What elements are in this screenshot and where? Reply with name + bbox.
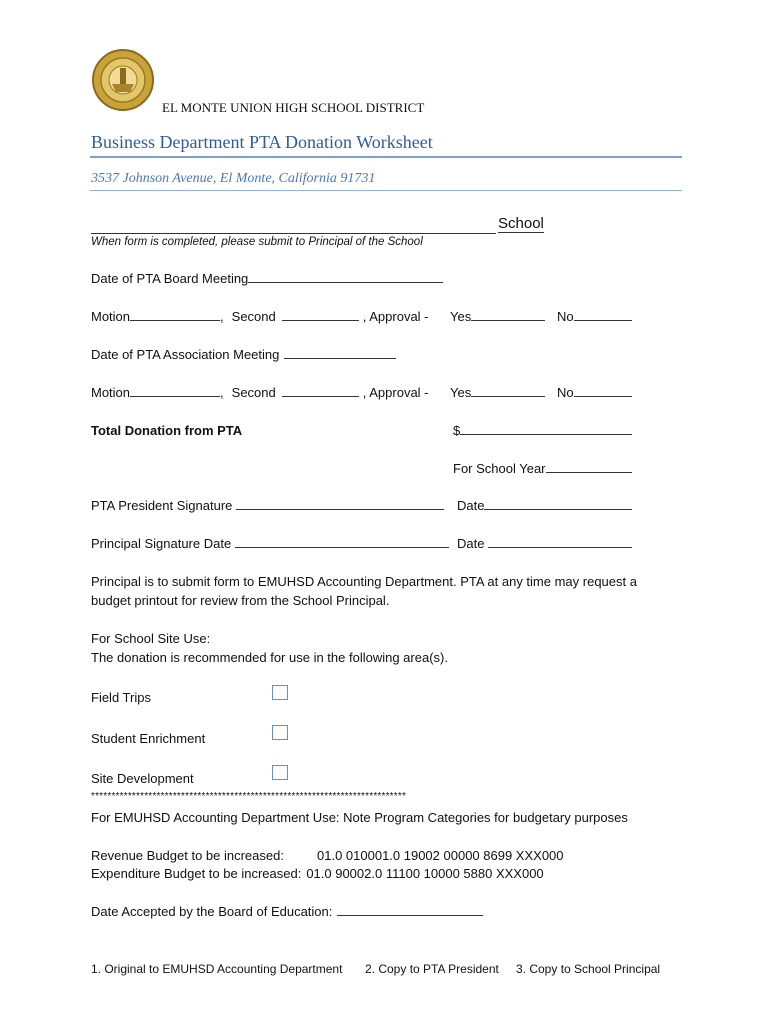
accounting-heading: For EMUHSD Accounting Department Use: Note Program Categories for budgetary purposes [91, 810, 628, 825]
school-year-label: For School Year [453, 461, 546, 476]
page-title: Business Department PTA Donation Worksheet [91, 132, 433, 152]
second-label: Second [231, 309, 276, 324]
school-year-field[interactable] [546, 461, 632, 473]
date-label: Date [457, 536, 485, 551]
approval-label: , Approval - [362, 309, 429, 324]
district-seal [90, 48, 156, 112]
association-meeting-label: Date of PTA Association Meeting [91, 347, 280, 362]
second-field-2[interactable] [282, 385, 359, 397]
school-year-row [453, 461, 632, 476]
principal-signature-label: Principal Signature Date [91, 536, 232, 551]
footer-copy-2: 2. Copy to PTA President [365, 962, 499, 976]
motion-row-2 [91, 385, 429, 400]
president-signature-row [91, 498, 444, 513]
title-rule [90, 156, 682, 158]
board-date-field[interactable] [337, 904, 483, 916]
site-development-checkbox[interactable] [272, 765, 288, 780]
instruction-text: When form is completed, please submit to Principal of the School [91, 236, 423, 248]
approval-yes-2 [450, 385, 545, 400]
board-date-label: Date Accepted by the Board of Education: [91, 904, 333, 919]
expenditure-row [91, 866, 544, 881]
total-donation-label: Total Donation from PTA [91, 423, 243, 438]
footer-copy-3: 3. Copy to School Principal [516, 962, 661, 976]
board-date-row [91, 904, 483, 919]
president-signature-label: PTA President Signature [91, 498, 233, 513]
second-field-1[interactable] [282, 309, 359, 321]
expenditure-label: Expenditure Budget to be increased: [91, 866, 302, 881]
yes-label: Yes [450, 309, 472, 324]
principal-note-line-2: budget printout for review from the School Principal. [91, 593, 390, 608]
approval-no-1 [557, 309, 632, 324]
site-use-heading: For School Site Use: [91, 631, 211, 646]
association-meeting-row [91, 347, 396, 362]
address: 3537 Johnson Avenue, El Monte, California 91731 [91, 171, 376, 186]
footer-copy-1: 1. Original to EMUHSD Accounting Department [91, 962, 343, 976]
principal-date-row [457, 536, 632, 551]
school-name-field[interactable] [91, 222, 496, 234]
president-date-field[interactable] [484, 498, 632, 510]
separator-line: ***************************************************************************** [91, 791, 407, 802]
second-label: Second [231, 385, 276, 400]
no-field-2[interactable] [574, 385, 632, 397]
total-donation-field[interactable] [460, 423, 632, 435]
no-label: No [557, 385, 574, 400]
principal-note-line-1: Principal is to submit form to EMUHSD Accounting Department. PTA at any time may request a [91, 574, 637, 589]
comma: , [220, 385, 224, 400]
board-meeting-date-field[interactable] [248, 271, 443, 283]
student-enrichment-checkbox[interactable] [272, 725, 288, 740]
school-label: School [498, 215, 544, 232]
yes-field-1[interactable] [471, 309, 545, 321]
principal-signature-row [91, 536, 449, 551]
principal-date-field[interactable] [488, 536, 632, 548]
president-date-row [457, 498, 632, 513]
expenditure-code: 01.0 90002.0 11100 10000 5880 XXX000 [306, 866, 544, 881]
field-trips-checkbox[interactable] [272, 685, 288, 700]
motion-label: Motion [91, 385, 131, 400]
revenue-label: Revenue Budget to be increased: [91, 848, 284, 863]
address-rule [90, 190, 682, 191]
board-meeting-label: Date of PTA Board Meeting [91, 271, 249, 286]
motion-label: Motion [91, 309, 131, 324]
approval-label: , Approval - [362, 385, 429, 400]
president-signature-field[interactable] [236, 498, 444, 510]
total-donation-row [453, 423, 632, 438]
motion-field-2[interactable] [130, 385, 220, 397]
no-label: No [557, 309, 574, 324]
motion-row-1 [91, 309, 429, 324]
no-field-1[interactable] [574, 309, 632, 321]
dollar-sign: $ [453, 423, 461, 438]
district-name: EL MONTE UNION HIGH SCHOOL DISTRICT [162, 100, 425, 115]
approval-yes-1 [450, 309, 545, 324]
yes-field-2[interactable] [471, 385, 545, 397]
approval-no-2 [557, 385, 632, 400]
option-field-trips-label: Field Trips [91, 690, 151, 705]
option-student-enrichment-label: Student Enrichment [91, 731, 206, 746]
motion-field-1[interactable] [130, 309, 220, 321]
board-meeting-row [91, 271, 443, 286]
comma: , [220, 309, 224, 324]
date-label: Date [457, 498, 485, 513]
revenue-code: 01.0 010001.0 19002 00000 8699 XXX000 [317, 848, 564, 863]
association-meeting-date-field[interactable] [284, 347, 396, 359]
site-use-description: The donation is recommended for use in the following area(s). [91, 650, 448, 665]
principal-signature-field[interactable] [235, 536, 449, 548]
option-site-development-label: Site Development [91, 771, 194, 786]
yes-label: Yes [450, 385, 472, 400]
